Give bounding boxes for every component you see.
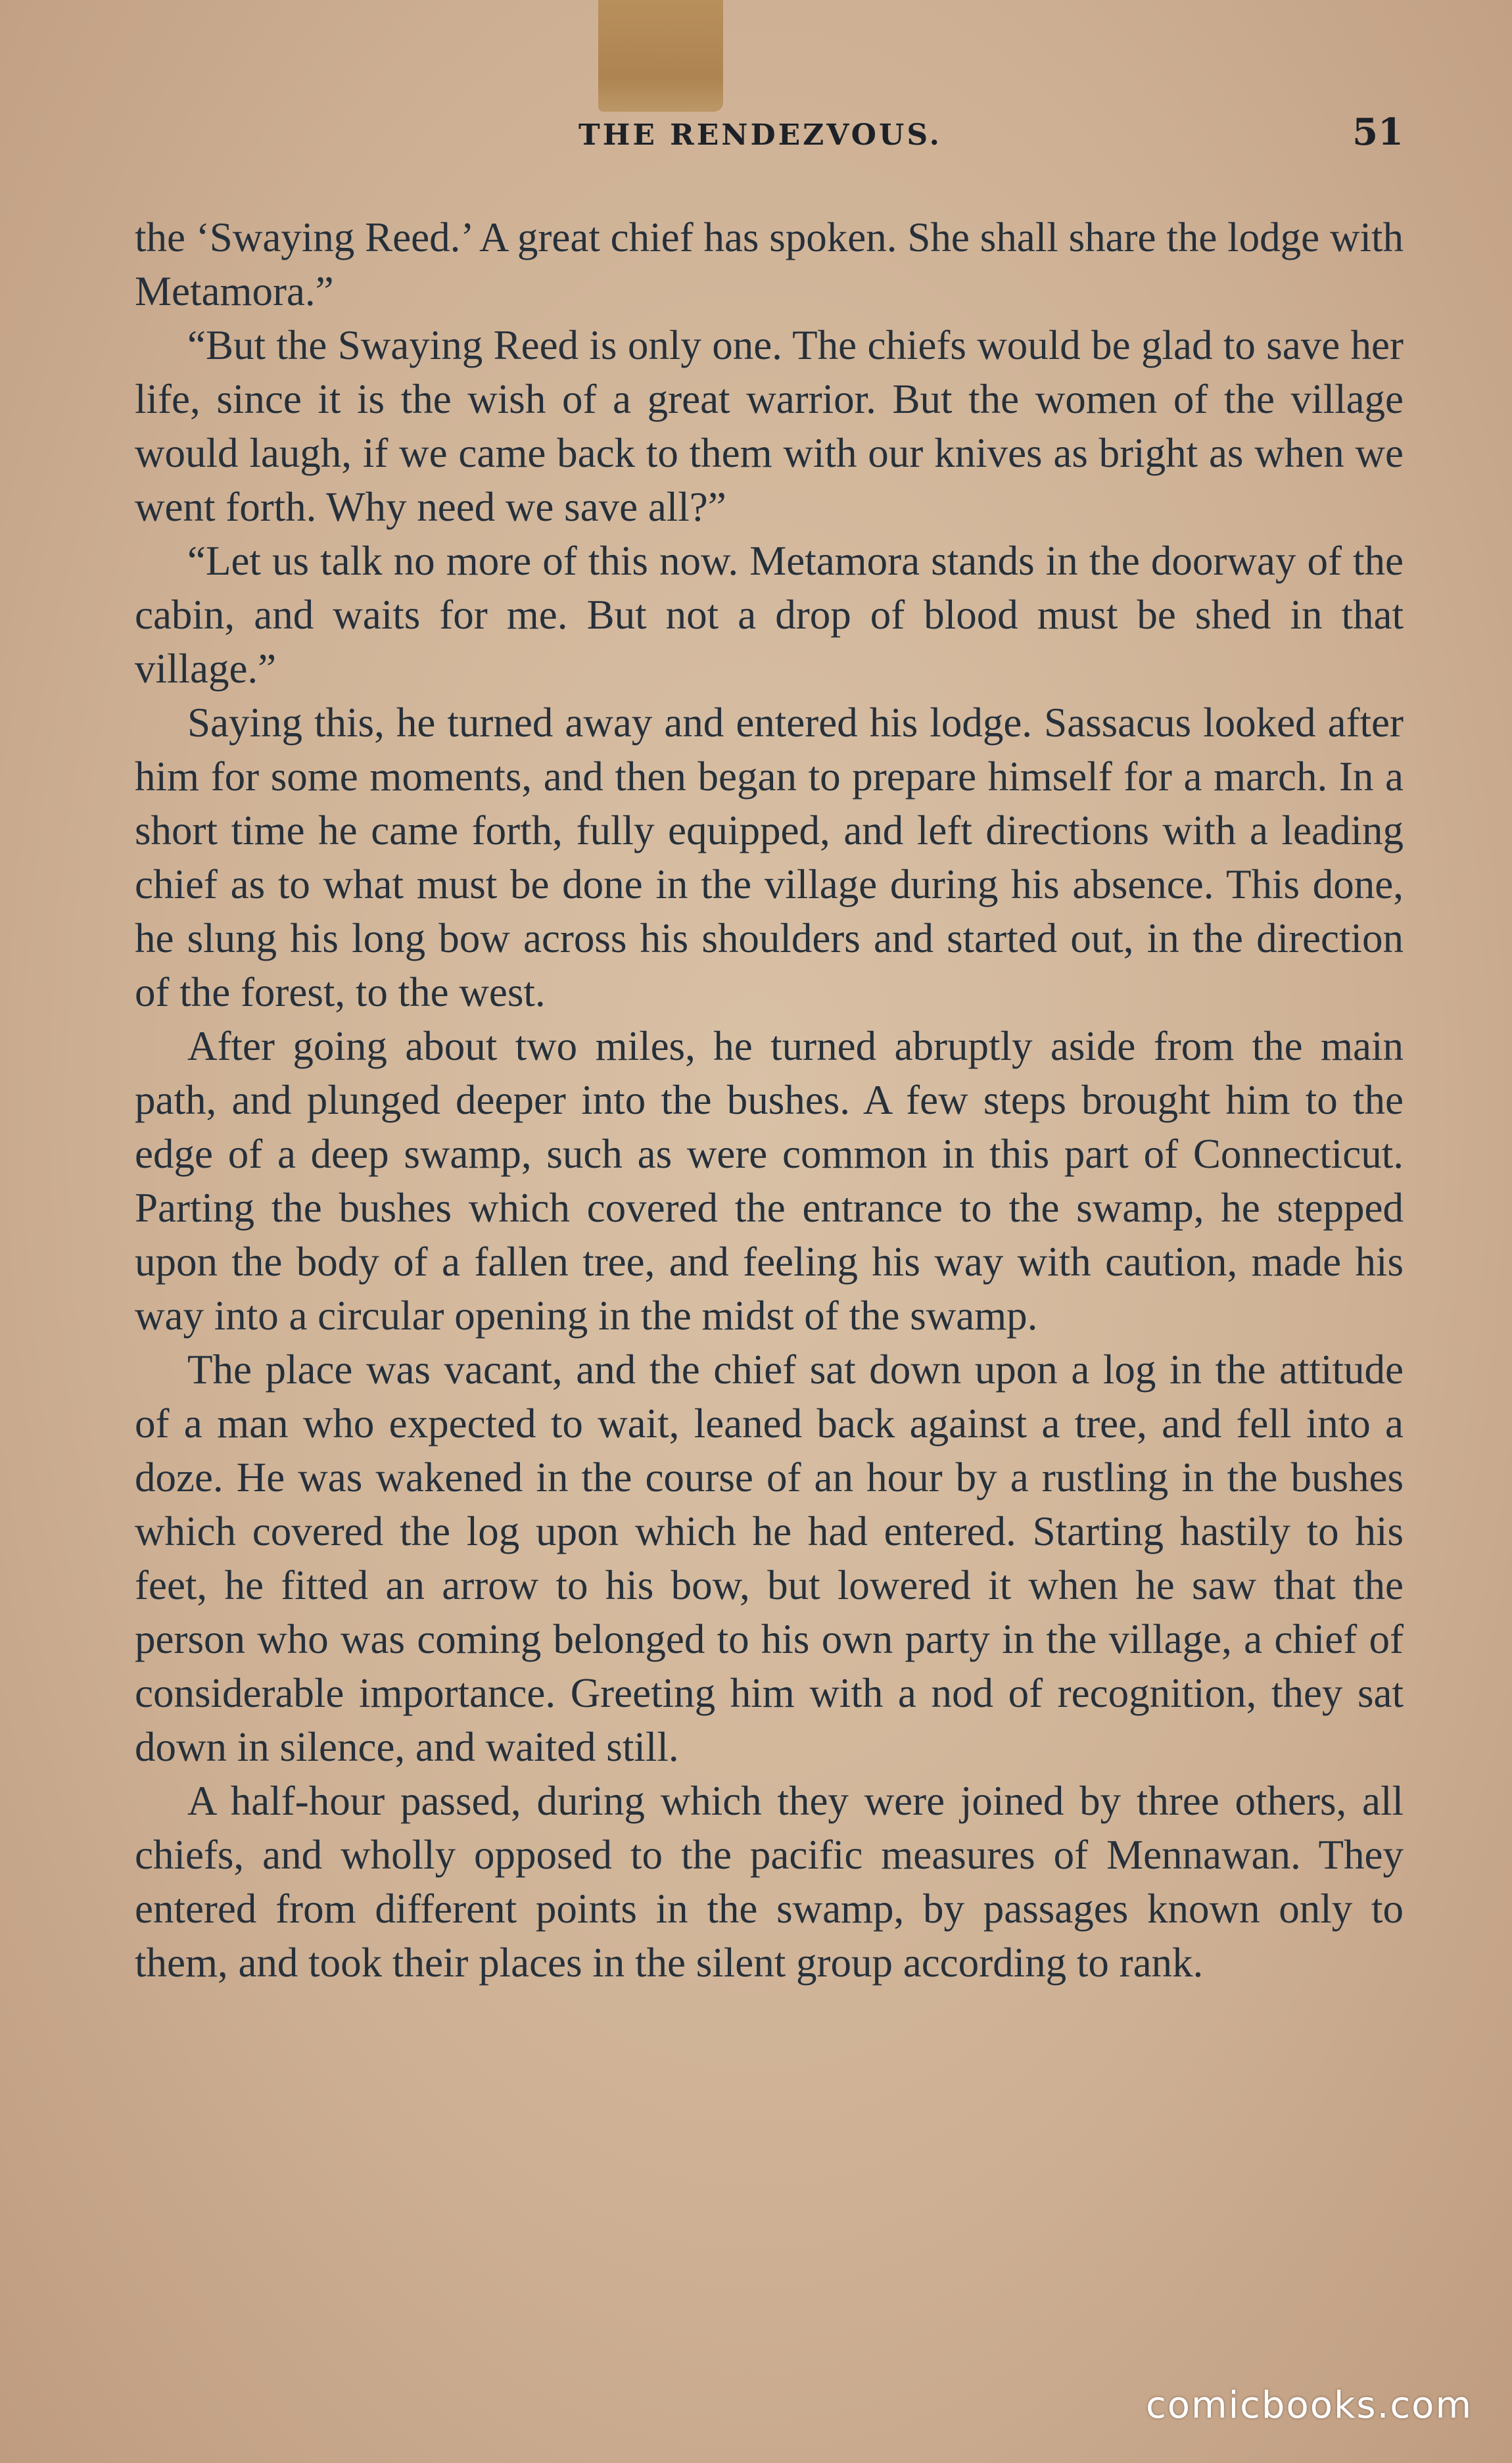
paragraph: After going about two miles, he turned abruptly aside from the main path, and plunged deeper into the bushes. A few steps brought him to the edge of a deep swamp, such as were common in this part of Connecticut. Parting the bushes which covered the entrance to the swamp, he stepped upon the body of a fallen tree, and feeling his way with caution, made his way into a circular opening in the midst of the swamp. [135, 1023, 1404, 1339]
page-number: 51 [1352, 110, 1404, 154]
paragraph: the ‘Swaying Reed.’ A great chief has spoken. She shall share the lodge with Metamora.” [135, 214, 1404, 314]
paragraph: Saying this, he turned away and entered his lodge. Sassacus looked after him for some moments, and then began to prepare himself for a march. In a short time he came forth, fully equipped, and left directions with a leading chief as to what must be done in the village during his absence. This done, he slung his long bow across his shoulders and started out, in the direction of the forest, to the west. [135, 700, 1404, 1015]
paragraph: “But the Swaying Reed is only one. The chiefs would be glad to save her life, since it is the wish of a great warrior. But the women of the village would laugh, if we came back to them with our knives as bright as when we went forth. Why need we save all?” [135, 322, 1404, 530]
paragraph: “Let us talk no more of this now. Metamora stands in the doorway of the cabin, and waits for me. But not a drop of blood must be shed in that village.” [135, 538, 1404, 692]
paragraph: A half-hour passed, during which they were joined by three others, all chiefs, and wholly opposed to the pacific measures of Mennawan. They entered from different points in the swamp, by passages known only to them, and took their places in the silent group according to rank. [135, 1778, 1404, 1986]
body-text [135, 210, 1404, 1990]
watermark: comicbooks.com [1145, 2384, 1473, 2427]
paragraph: The place was vacant, and the chief sat down upon a log in the attitude of a man who expected to wait, leaned back against a tree, and fell into a doze. He was wakened in the course of an hour by a rustling in the bushes which covered the log upon which he had entered. Starting hastily to his feet, he fitted an arrow to his bow, but lowered it when he saw that the person who was coming belonged to his own party in the village, a chief of considerable importance. Greeting him with a nod of recognition, they sat down in silence, and waited still. [135, 1347, 1404, 1770]
running-head: THE RENDEZVOUS. [579, 118, 942, 152]
tape-strip [598, 0, 723, 112]
